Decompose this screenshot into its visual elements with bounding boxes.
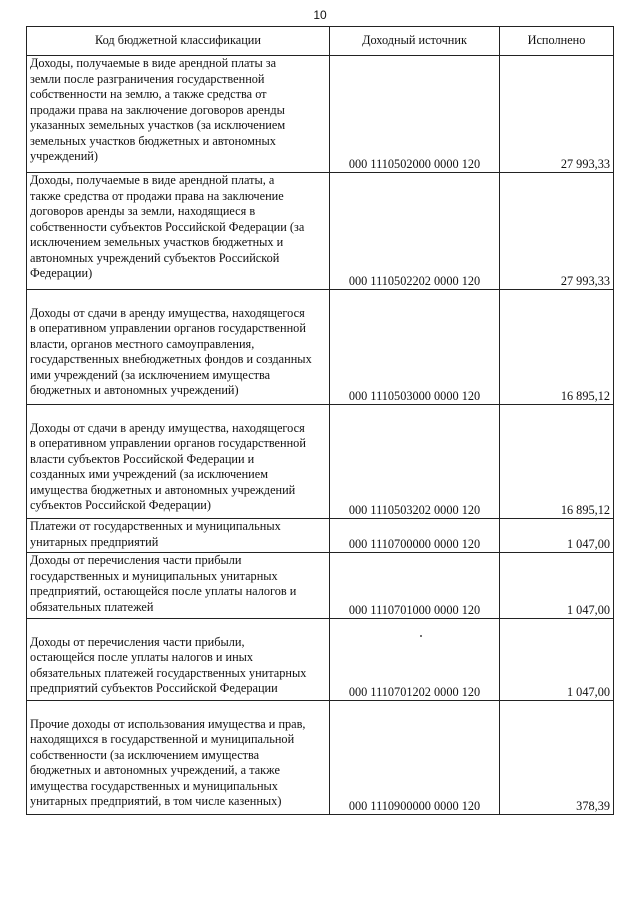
row-code: 000 1110503000 0000 120 — [330, 290, 500, 405]
row-code: 000 1110700000 0000 120 — [330, 519, 500, 553]
table-header-row — [27, 27, 614, 56]
page-number: 10 — [313, 8, 327, 22]
budget-revenue-table — [26, 26, 614, 815]
header-budget-classification-code: Код бюджетной классификации — [27, 27, 330, 56]
row-amount: 16 895,12 — [500, 405, 614, 519]
row-code: 000 1110701000 0000 120 — [330, 553, 500, 619]
table-row — [27, 519, 614, 553]
table-row — [27, 701, 614, 815]
row-amount: 1 047,00 — [500, 519, 614, 553]
table-row — [27, 405, 614, 519]
header-executed: Исполнено — [500, 27, 614, 56]
row-description: Доходы от сдачи в аренду имущества, находящегося в оперативном управлении органов государственной власти, органов местного самоуправления, государственных внебюджетных фондов и созданных ими учреждений (за исключением имущества бюджетных и автономных учреждений) — [27, 290, 330, 405]
row-code: 000 1110502202 0000 120 — [330, 173, 500, 290]
row-description: Доходы, получаемые в виде арендной платы за земли после разграничения государственной собственности на землю, а также средства от продажи права на заключение договоров аренды указанных земельных участков (за исключением земельных участков бюджетных и автономных учреждений) — [27, 56, 330, 173]
row-amount: 27 993,33 — [500, 56, 614, 173]
row-description: Доходы, получаемые в виде арендной платы, а также средства от продажи права на заключение договоров аренды за земли, находящиеся в собственности субъектов Российской Федерации (за исключением земельных участков бюджетных и автономных учреждений субъектов Российской Федерации) — [27, 173, 330, 290]
table-row — [27, 619, 614, 701]
table-row — [27, 290, 614, 405]
row-amount: 27 993,33 — [500, 173, 614, 290]
row-description: Доходы от перечисления части прибыли, остающейся после уплаты налогов и иных обязательных платежей государственных унитарных предприятий субъектов Российской Федерации — [27, 619, 330, 701]
row-description: Доходы от перечисления части прибыли государственных и муниципальных унитарных предприятий, остающейся после уплаты налогов и обязательных платежей — [27, 553, 330, 619]
scan-speck — [420, 635, 422, 637]
table-row — [27, 553, 614, 619]
row-code: 000 1110900000 0000 120 — [330, 701, 500, 815]
row-code: 000 1110701202 0000 120 — [330, 619, 500, 701]
row-description: Прочие доходы от использования имущества и прав, находящихся в государственной и муниципальной собственности (за исключением имущества бюджетных и автономных учреждений, а также имущества государственных и муниципальных унитарных предприятий, в том числе казенных) — [27, 701, 330, 815]
row-code: 000 1110502000 0000 120 — [330, 56, 500, 173]
row-description: Доходы от сдачи в аренду имущества, находящегося в оперативном управлении органов государственной власти субъектов Российской Федерации и созданных ими учреждений (за исключением имущества бюджетных и автономных учреждений субъектов Российской Федерации) — [27, 405, 330, 519]
row-amount: 1 047,00 — [500, 553, 614, 619]
header-revenue-source: Доходный источник — [330, 27, 500, 56]
row-amount: 1 047,00 — [500, 619, 614, 701]
row-code: 000 1110503202 0000 120 — [330, 405, 500, 519]
row-amount: 16 895,12 — [500, 290, 614, 405]
row-amount: 378,39 — [500, 701, 614, 815]
table-row — [27, 56, 614, 173]
row-description: Платежи от государственных и муниципальных унитарных предприятий — [27, 519, 330, 553]
table-row — [27, 173, 614, 290]
